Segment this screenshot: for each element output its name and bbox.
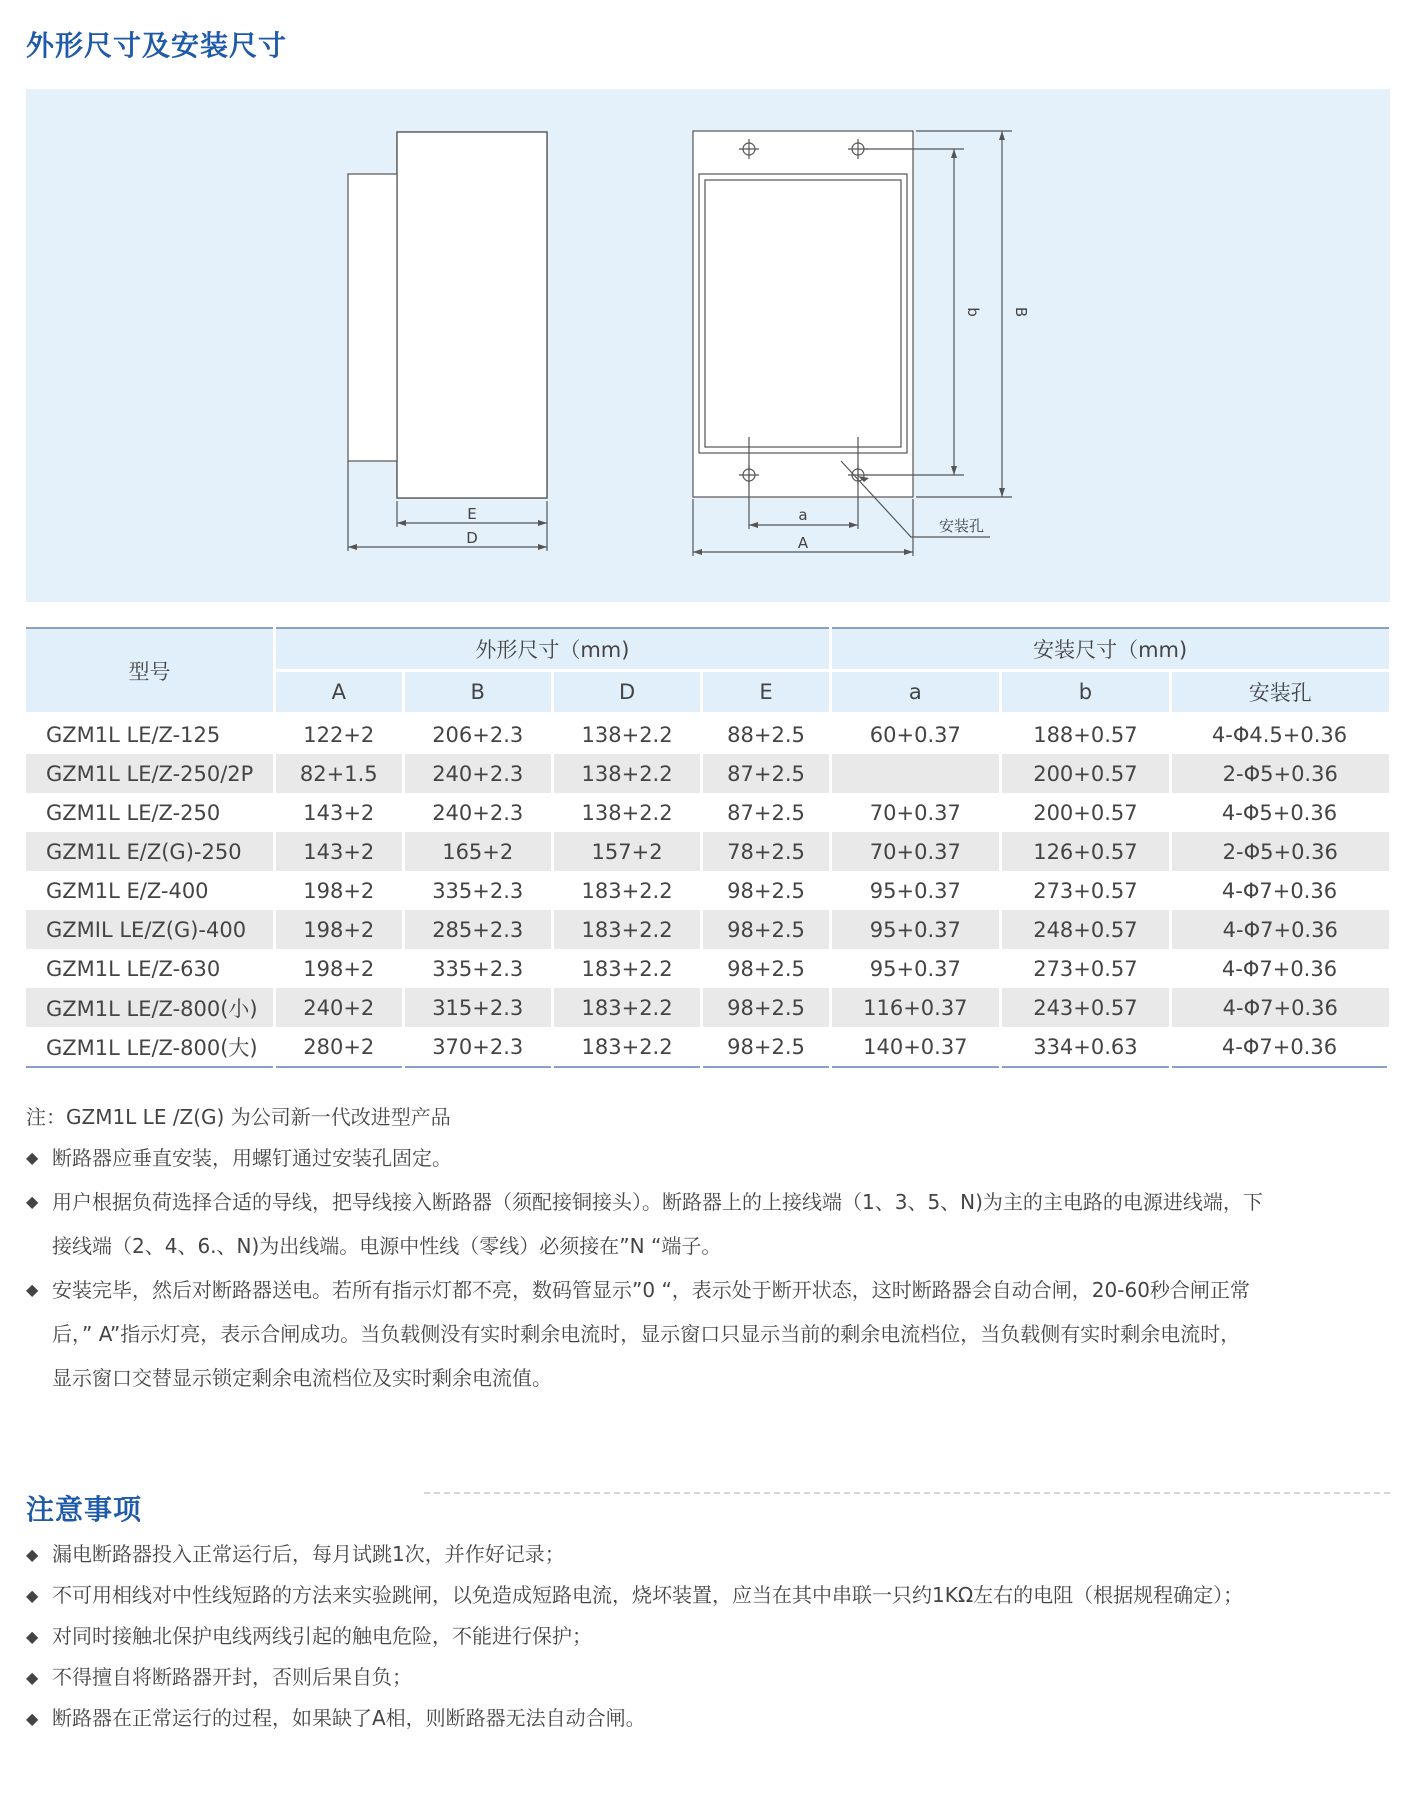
- bullet-text: 对同时接触北保护电线两线引起的触电危险，不能进行保护；: [52, 1624, 592, 1648]
- cell-b: 200+0.57: [1033, 800, 1138, 825]
- cell-hole: 4-Φ7+0.36: [1221, 956, 1338, 981]
- header-col-a: a: [830, 671, 1000, 714]
- bullet-continuation: [26, 1224, 1396, 1268]
- cell-hole: 4-Φ7+0.36: [1170, 910, 1388, 949]
- cell-b: 243+0.57: [1000, 988, 1170, 1027]
- cell-d: 138+2.2: [581, 722, 673, 747]
- cell-hole: 4-Φ7+0.36: [1221, 878, 1338, 903]
- cell-hole: 2-Φ5+0.36: [1170, 754, 1388, 793]
- bullet-item: [26, 1698, 1396, 1739]
- cell-a: 82+1.5: [275, 754, 404, 793]
- cell-model: GZM1L LE/Z-250/2P: [26, 754, 275, 793]
- cell-d: 138+2.2: [552, 754, 701, 793]
- cell-a: 143+2: [275, 832, 404, 871]
- cell-e: 98+2.5: [702, 910, 831, 949]
- cell-hole: 4-Φ4.5+0.36: [1211, 722, 1348, 747]
- cell-model: GZM1L E/Z(G)-250: [26, 832, 275, 871]
- header-install-dimensions: 安装尺寸（mm): [830, 628, 1388, 671]
- cell-a: 60+0.37: [869, 722, 961, 747]
- label-a: a: [798, 506, 808, 524]
- cell-b: 165+2: [403, 832, 552, 871]
- cell-a: 95+0.37: [869, 878, 961, 903]
- bullet-item: [26, 1575, 1396, 1616]
- diamond-icon: ◆: [26, 1668, 39, 1687]
- side-view-projection: [348, 174, 397, 461]
- cell-e: 98+2.5: [702, 988, 831, 1027]
- cell-b: 240+2.3: [403, 754, 552, 793]
- cell-d: 183+2.2: [581, 1034, 673, 1059]
- diamond-icon: ◆: [26, 1586, 39, 1605]
- cell-e: 88+2.5: [727, 722, 805, 747]
- cell-a: 280+2: [303, 1034, 375, 1059]
- label-E: E: [467, 505, 477, 523]
- bullet-item: [26, 1534, 1396, 1575]
- cell-model: GZMIL LE/Z(G)-400: [26, 910, 275, 949]
- cell-d: 183+2.2: [581, 956, 673, 981]
- label-b: b: [964, 307, 982, 317]
- cell-d: 183+2.2: [552, 988, 701, 1027]
- cell-hole: 2-Φ5+0.36: [1170, 832, 1388, 871]
- cell-e: 87+2.5: [727, 800, 805, 825]
- bullet-text: 不可用相线对中性线短路的方法来实验跳闸，以免造成短路电流，烧坏装置，应当在其中串联一只约1KΩ左右的电阻（根据规程确定）；: [52, 1583, 1244, 1607]
- cell-d: 157+2: [552, 832, 701, 871]
- cell-a: 143+2: [303, 800, 375, 825]
- cell-e: 98+2.5: [727, 1034, 805, 1059]
- cell-a: 95+0.37: [869, 956, 961, 981]
- table-row: [26, 754, 1389, 793]
- diamond-icon: ◆: [26, 1627, 39, 1646]
- cell-b: 335+2.3: [432, 956, 524, 981]
- cell-hole: 4-Φ7+0.36: [1221, 1034, 1338, 1059]
- bullet-text: 安装完毕，然后对断路器送电。若所有指示灯都不亮，数码管显示”0 “，表示处于断开状态，这时断路器会自动合闸，20-60秒合闸正常: [52, 1278, 1250, 1302]
- diamond-icon: ◆: [26, 1148, 39, 1167]
- bullet-item: [26, 1268, 1396, 1312]
- bullet-text: 用户根据负荷选择合适的导线，把导线接入断路器（须配接铜接头）。断路器上的上接线端（1、3、5、N)为主的主电路的电源进线端，下: [52, 1190, 1263, 1214]
- cell-b: 248+0.57: [1000, 910, 1170, 949]
- cell-d: 138+2.2: [581, 800, 673, 825]
- note-text: 注：GZM1L LE /Z(G) 为公司新一代改进型产品: [26, 1105, 451, 1129]
- label-A: A: [797, 534, 809, 552]
- cell-a: 140+0.37: [863, 1034, 968, 1059]
- cell-a: 198+2: [275, 910, 404, 949]
- cell-b: 200+0.57: [1000, 754, 1170, 793]
- table-row: [26, 871, 1389, 910]
- diamond-icon: ◆: [26, 1192, 39, 1211]
- diamond-icon: ◆: [26, 1545, 39, 1564]
- front-view-body: [693, 131, 913, 497]
- cell-b: 206+2.3: [432, 722, 524, 747]
- cell-model: GZM1L LE/Z-630: [46, 956, 221, 981]
- cell-e: 98+2.5: [727, 956, 805, 981]
- bullet-item: [26, 1136, 1396, 1180]
- cell-b: 126+0.57: [1000, 832, 1170, 871]
- table-row: [26, 714, 1389, 755]
- cell-a: 70+0.37: [869, 800, 961, 825]
- label-B: B: [1012, 306, 1030, 318]
- header-col-hole: 安装孔: [1170, 671, 1388, 714]
- header-col-A: A: [275, 671, 404, 714]
- label-D: D: [466, 529, 478, 547]
- bullet-text: 漏电断路器投入正常运行后，每月试跳1次，并作好记录；: [52, 1542, 565, 1566]
- cell-a: 95+0.37: [830, 910, 1000, 949]
- cell-b: 335+2.3: [432, 878, 524, 903]
- header-col-b: b: [1000, 671, 1170, 714]
- cell-a: 116+0.37: [830, 988, 1000, 1027]
- bullet-item: [26, 1657, 1396, 1698]
- section-title-dimensions: 外形尺寸及安装尺寸: [26, 29, 288, 62]
- cell-model: GZM1L LE/Z-800(小): [26, 988, 275, 1027]
- cell-b: 240+2.3: [432, 800, 524, 825]
- cell-b: 315+2.3: [403, 988, 552, 1027]
- cell-a: 198+2: [303, 878, 375, 903]
- cell-a: 70+0.37: [830, 832, 1000, 871]
- cell-b: 334+0.63: [1033, 1034, 1138, 1059]
- cell-d: 183+2.2: [552, 910, 701, 949]
- cell-hole: 4-Φ7+0.36: [1170, 988, 1388, 1027]
- cell-model: GZM1L LE/Z-125: [46, 722, 221, 747]
- bullet-text: 接线端（2、4、6.、N)为出线端。电源中性线（零线）必须接在”N “端子。: [52, 1234, 722, 1258]
- cell-b: 370+2.3: [432, 1034, 524, 1059]
- header-col-D: D: [552, 671, 701, 714]
- cell-b: 273+0.57: [1033, 878, 1138, 903]
- cell-hole: 4-Φ5+0.36: [1221, 800, 1338, 825]
- cell-b: 273+0.57: [1033, 956, 1138, 981]
- cell-a: 198+2: [303, 956, 375, 981]
- table-row: [26, 793, 1389, 832]
- bullet-text: 断路器应垂直安装，用螺钉通过安装孔固定。: [52, 1146, 452, 1170]
- label-mounting-hole: 安装孔: [939, 517, 985, 535]
- precautions-list: [26, 1534, 1396, 1739]
- bullet-item: [26, 1180, 1396, 1224]
- bullet-continuation: [26, 1356, 1396, 1400]
- bullet-continuation: [26, 1312, 1396, 1356]
- header-model: 型号: [26, 628, 275, 714]
- table-row: [26, 832, 1389, 871]
- diamond-icon: ◆: [26, 1280, 39, 1299]
- table-row: [26, 988, 1389, 1027]
- cell-b: 285+2.3: [403, 910, 552, 949]
- header-col-B: B: [403, 671, 552, 714]
- section-title-precautions: 注意事项: [26, 1493, 143, 1526]
- bullet-item: [26, 1616, 1396, 1657]
- cell-e: 98+2.5: [727, 878, 805, 903]
- cell-model: GZM1L E/Z-400: [46, 878, 209, 903]
- dimension-drawing: [26, 89, 1390, 602]
- section-divider: [424, 1492, 1390, 1494]
- bullet-text: 不得擅自将断路器开封，否则后果自负；: [52, 1665, 412, 1689]
- cell-a: [830, 754, 1000, 793]
- table-row: [26, 910, 1389, 949]
- dimension-diagram: [26, 89, 1390, 602]
- table-row: [26, 949, 1389, 988]
- cell-model: GZM1L LE/Z-250: [46, 800, 221, 825]
- header-col-E: E: [702, 671, 831, 714]
- cell-a: 122+2: [303, 722, 375, 747]
- table-row: [26, 1027, 1389, 1067]
- bullet-text: 显示窗口交替显示锁定剩余电流档位及实时剩余电流值。: [52, 1366, 552, 1390]
- bullet-text: 断路器在正常运行的过程，如果缺了A相，则断路器无法自动合闸。: [52, 1706, 646, 1730]
- bullet-text: 后，” A”指示灯亮，表示合闸成功。当负载侧没有实时剩余电流时，显示窗口只显示当前的剩余电流档位，当负载侧有实时剩余电流时，: [52, 1322, 1241, 1346]
- dimension-table: [26, 627, 1390, 1068]
- cell-b: 188+0.57: [1033, 722, 1138, 747]
- cell-e: 87+2.5: [702, 754, 831, 793]
- cell-a: 240+2: [275, 988, 404, 1027]
- diamond-icon: ◆: [26, 1709, 39, 1728]
- header-outer-dimensions: 外形尺寸（mm): [275, 628, 831, 671]
- cell-e: 78+2.5: [702, 832, 831, 871]
- install-instructions: [26, 1136, 1396, 1400]
- cell-model: GZM1L LE/Z-800(大): [46, 1035, 258, 1060]
- cell-d: 183+2.2: [581, 878, 673, 903]
